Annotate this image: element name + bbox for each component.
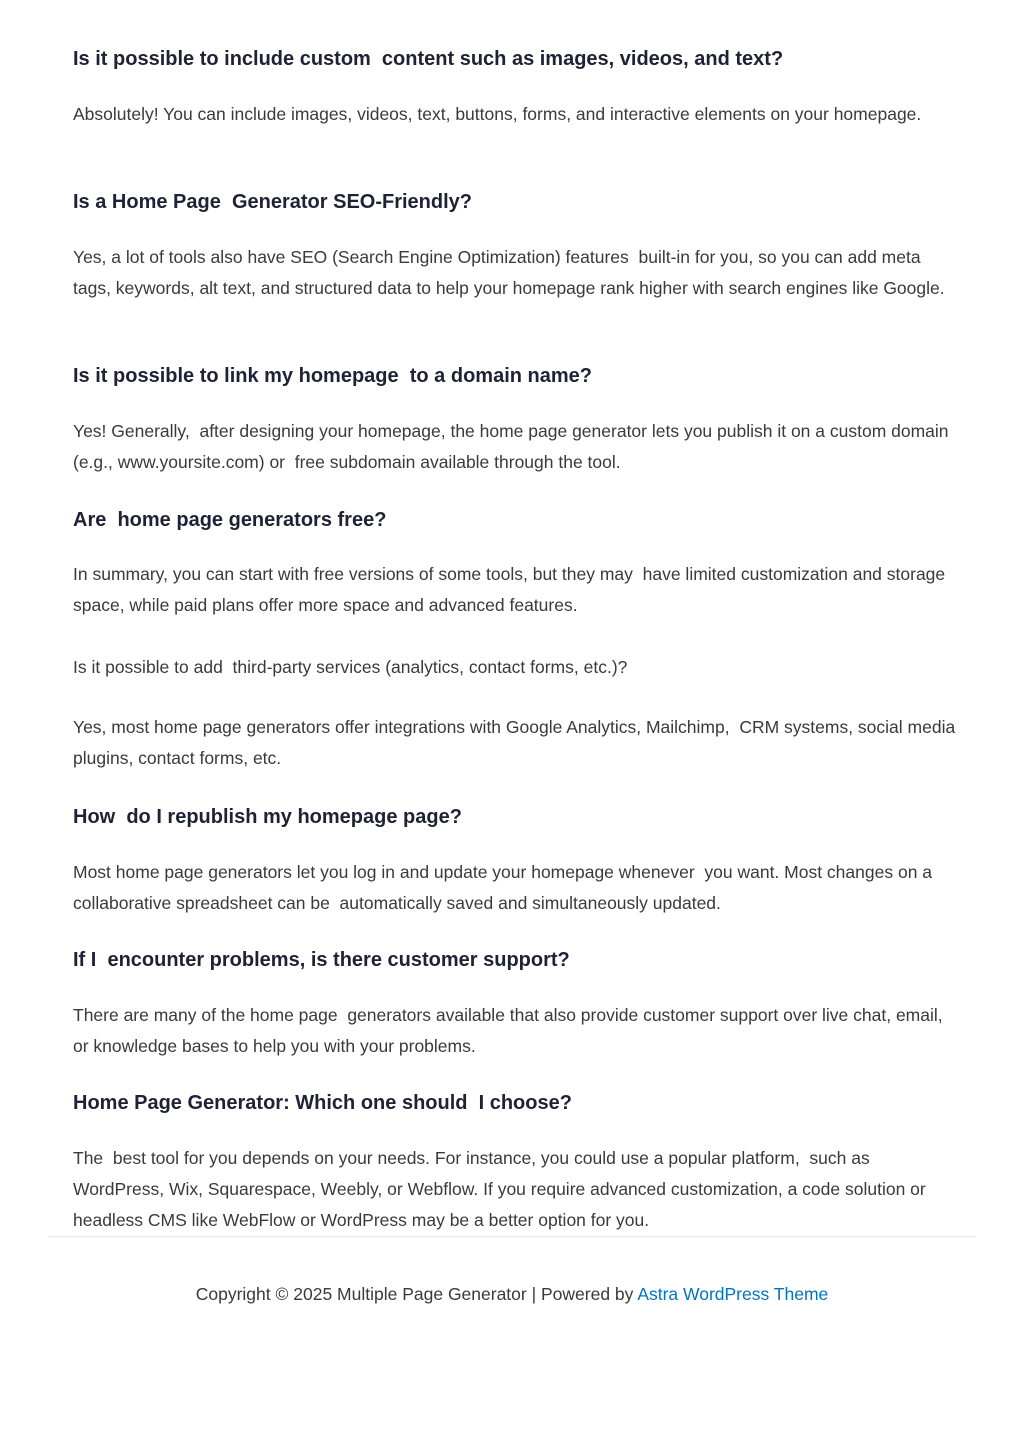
faq-question-8: Home Page Generator: Which one should I choose? xyxy=(73,1092,572,1114)
astra-theme-link[interactable]: Astra WordPress Theme xyxy=(637,1284,829,1304)
faq-question-1: Is it possible to include custom content such as images, videos, and text? xyxy=(73,48,784,70)
faq-answer-7: There are many of the home page generators available that also provide customer support over live chat, email, or knowledge bases to help you with your problems. xyxy=(73,1005,948,1056)
faq-answer-8: The best tool for you depends on your needs. For instance, you could use a popular platform, such as WordPress, Wix, Squarespace, Weebly, or Webflow. If you require advanced customization, a code solution or headless CMS like WebFlow or WordPress may be a better option for you. xyxy=(73,1148,931,1230)
faq-answer-2: Yes, a lot of tools also have SEO (Search Engine Optimization) features built-in for you, so you can add meta tags, keywords, alt text, and structured data to help your homepage rank higher with search engines like Google. xyxy=(73,247,945,298)
footer-copyright: Copyright © 2025 Multiple Page Generator | Powered by xyxy=(195,1284,638,1304)
faq-question-2: Is a Home Page Generator SEO-Friendly? xyxy=(73,191,473,213)
site-footer xyxy=(0,1280,1024,1308)
faq-question-3: Is it possible to link my homepage to a domain name? xyxy=(73,365,592,387)
footer-divider xyxy=(48,1236,976,1237)
faq-question-6: How do I republish my homepage page? xyxy=(73,806,462,828)
faq-question-4: Are home page generators free? xyxy=(73,509,387,531)
faq-answer-3: Yes! Generally, after designing your homepage, the home page generator lets you publish it on a custom domain (e.g., www.yoursite.com) or free subdomain available through the tool. xyxy=(73,421,954,472)
faq-question-7: If I encounter problems, is there customer support? xyxy=(73,949,570,971)
faq-answer-5: Yes, most home page generators offer integrations with Google Analytics, Mailchimp, CRM systems, social media plugins, contact forms, etc. xyxy=(73,717,961,768)
faq-question-5: Is it possible to add third-party services (analytics, contact forms, etc.)? xyxy=(73,657,628,677)
faq-answer-4: In summary, you can start with free versions of some tools, but they may have limited customization and storage space, while paid plans offer more space and advanced features. xyxy=(73,564,951,615)
faq-answer-6: Most home page generators let you log in and update your homepage whenever you want. Most changes on a collaborative spreadsheet can be automatically saved and simultaneously updated. xyxy=(73,862,937,913)
faq-answer-1: Absolutely! You can include images, videos, text, buttons, forms, and interactive elements on your homepage. xyxy=(73,104,922,124)
